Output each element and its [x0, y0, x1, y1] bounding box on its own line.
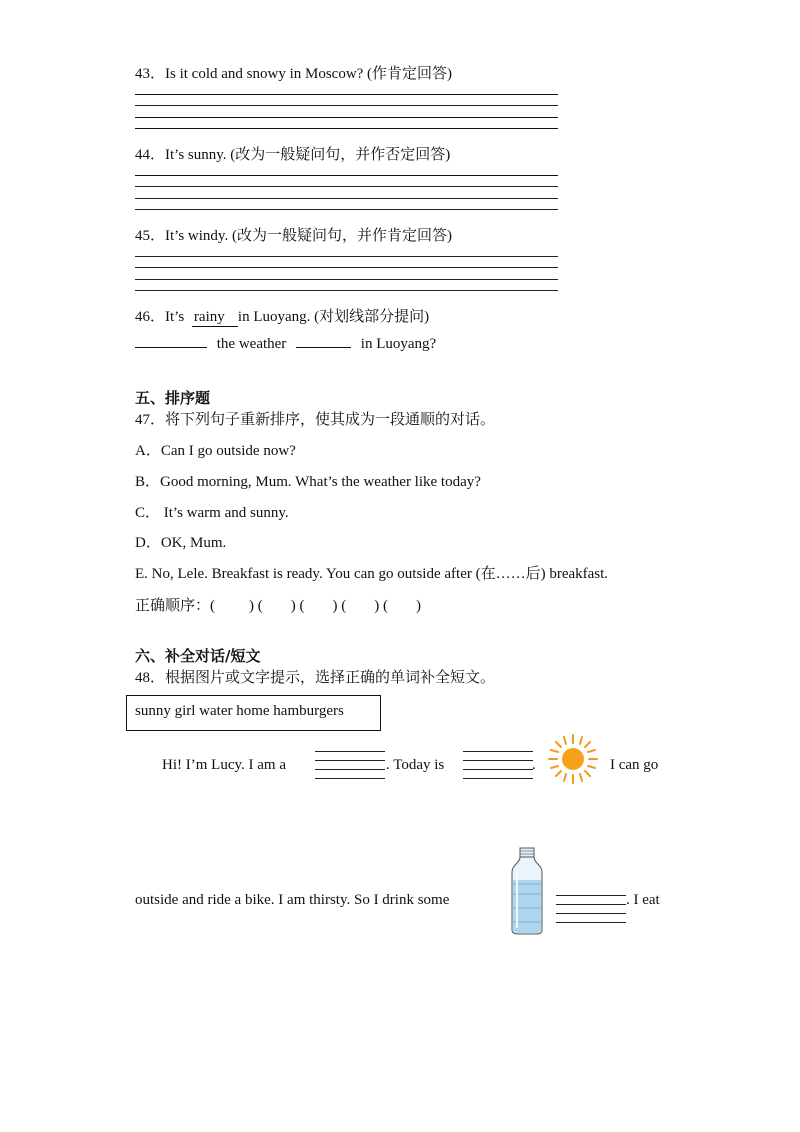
section-title: 六、补全对话/短文	[135, 647, 261, 665]
option-a: A．Can I go outside now?	[135, 443, 296, 459]
order-separator: ) (	[290, 598, 305, 614]
order-label: 正确顺序：(	[135, 598, 215, 614]
fill-blank[interactable]	[315, 751, 385, 787]
order-close: )	[416, 598, 421, 614]
answer-line[interactable]	[135, 198, 558, 199]
answer-line[interactable]	[135, 279, 558, 280]
question-43: 43．Is it cold and snowy in Moscow? (作肯定回答)	[135, 66, 453, 82]
passage-text: Hi! I’m Lucy. I am a	[162, 757, 286, 773]
option-e: E. No, Lele. Breakfast is ready. You can go outside after (在……后) breakfast.	[135, 566, 609, 582]
answer-line[interactable]	[135, 267, 558, 268]
answer-line[interactable]	[135, 186, 558, 187]
water-bottle-icon	[508, 846, 546, 936]
question-46-prefix: 46．It’s	[135, 309, 185, 325]
passage-text: I can go	[610, 757, 659, 773]
question-45: 45．It’s windy. (改为一般疑问句，并作肯定回答)	[135, 228, 452, 244]
answer-line[interactable]	[135, 290, 558, 291]
passage-text: . I eat	[626, 892, 660, 908]
question-47: 47．将下列句子重新排序，使其成为一段通顺的对话。	[135, 412, 496, 428]
answer-line[interactable]	[135, 105, 558, 106]
answer-line[interactable]	[135, 117, 558, 118]
section-title: 五、排序题	[135, 389, 211, 407]
fill-blank[interactable]	[556, 895, 626, 931]
order-separator: ) (	[249, 598, 263, 614]
option-c: C． It’s warm and sunny.	[135, 505, 289, 521]
order-separator: ) (	[374, 598, 388, 614]
order-answer-row	[135, 594, 421, 615]
question-48: 48．根据图片或文字提示，选择正确的单词补全短文。	[135, 670, 496, 686]
underlined-word: rainy	[192, 309, 238, 327]
answer-line[interactable]	[135, 256, 558, 257]
question-46-suffix: in Luoyang. (对划线部分提问)	[237, 309, 430, 325]
answer-line[interactable]	[135, 94, 558, 95]
sun-icon	[547, 733, 599, 785]
passage-text: outside and ride a bike. I am thirsty. So I drink some	[135, 892, 450, 908]
answer-blank[interactable]	[135, 347, 207, 348]
answer-line[interactable]	[135, 175, 558, 176]
answer-blank[interactable]	[296, 347, 351, 348]
question-46-answer	[135, 336, 436, 353]
question-44: 44．It’s sunny. (改为一般疑问句，并作否定回答)	[135, 147, 451, 163]
word-bank: sunny girl water home hamburgers	[126, 695, 381, 731]
answer-mid-text: the weather	[216, 336, 287, 352]
question-46	[135, 305, 429, 327]
passage-text: .	[532, 757, 536, 773]
order-separator: ) (	[332, 598, 347, 614]
passage-text: . Today is	[386, 757, 445, 773]
answer-end-text: in Luoyang?	[360, 336, 437, 352]
option-b: B．Good morning, Mum. What’s the weather like today?	[135, 474, 481, 490]
fill-blank[interactable]	[463, 751, 533, 787]
option-d: D．OK, Mum.	[135, 535, 227, 551]
answer-line[interactable]	[135, 209, 558, 210]
answer-line[interactable]	[135, 128, 558, 129]
